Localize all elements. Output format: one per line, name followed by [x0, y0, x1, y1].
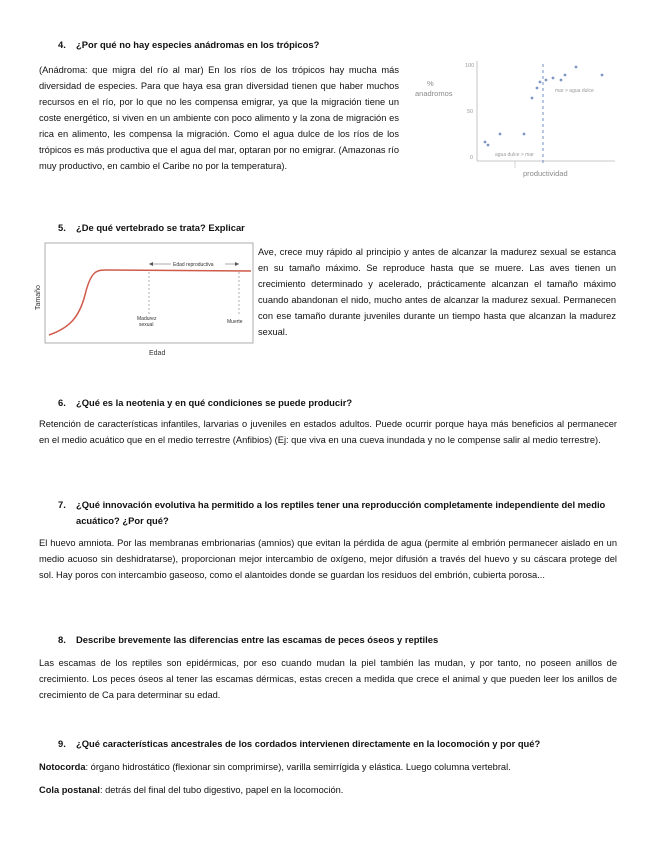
question-title: ¿Por qué no hay especies anádromas en los trópicos? — [76, 39, 320, 50]
question-8-heading — [58, 633, 618, 646]
data-point — [575, 66, 578, 69]
term-notocorda: Notocorda — [39, 762, 86, 772]
question-number: 7. — [58, 499, 66, 510]
question-5-heading — [58, 221, 618, 234]
question-9-heading — [58, 737, 618, 750]
question-4-answer: (Anádroma: que migra del río al mar) En los ríos de los trópicos hay mucha más diversidad de especies. Para que haya esa gran diversidad tienen que haber muchos recursos en el río, por lo que no les compensa emigrar, ya que la migración tiene un coste energético, si viven en un ambiente con poco alimento y la zona de migración es rica en alimento, les compensa la migración. Como el agua dulce de los ríos de los trópicos es más productiva que el agua del mar, optaran por no emigrar. (Amazonas río muy productivo, en cambio el Caribe no por la temperatura). — [39, 65, 399, 171]
data-point — [564, 74, 567, 77]
question-4-heading — [58, 38, 618, 51]
question-number: 9. — [58, 738, 66, 749]
data-point — [499, 133, 502, 136]
question-7-heading — [58, 497, 636, 529]
chart-tick-0: 0 — [470, 155, 474, 161]
chart-tick-100: 100 — [465, 63, 475, 69]
question-number: 5. — [58, 222, 66, 233]
chart-x-label: productividad — [523, 169, 568, 178]
question-number: 6. — [58, 397, 66, 408]
question-8-answer: Las escamas de los reptiles son epidérmicas, por eso cuando mudan la piel también las mudan, y por tanto, no poseen anillos de crecimiento. Los peces óseos al tener las escamas dérmicas, estas crecen a medida que crece el animal y que pueden leer los anillos de crecimiento de Ca para determinar su edad. — [39, 658, 617, 700]
postanal-tail-definition — [39, 782, 617, 798]
chart-label-fresh-gt-sea: agua dulce > mar — [495, 152, 534, 158]
death-label: Muerte — [227, 319, 243, 325]
question-title: ¿De qué vertebrado se trata? Explicar — [76, 222, 245, 233]
question-title: Describe brevemente las diferencias entre las escamas de peces óseos y reptiles — [76, 634, 439, 645]
chart-x-label: Edad — [149, 350, 166, 357]
question-title: ¿Qué características ancestrales de los cordados intervienen directamente en la locomoción y por qué? — [76, 738, 541, 749]
data-point — [523, 133, 526, 136]
question-7-answer: El huevo amniota. Por las membranas embrionarias (amnios) que evitan la pérdida de agua (permite al embrión permanecer aislado en un medio acuoso sin deshidratarse), proporcionan mejor intercambio de oxígeno, mejor difusión a través del huevo y su cáscara protege del sol. Hay poros con intercambio gaseoso, como el alantoides donde se guardan los residuos del embrión, cubierta porosa... — [39, 538, 617, 580]
chart-label-sea-gt-fresh: mar > agua dulce — [555, 88, 594, 94]
chart-tick-50: 50 — [467, 109, 474, 115]
data-point — [531, 97, 534, 100]
data-point — [560, 79, 563, 82]
data-point — [552, 77, 555, 80]
arrow-head-left — [149, 262, 153, 266]
bird-growth-chart — [33, 240, 255, 358]
chart-y-label: anadromos — [415, 89, 453, 98]
question-6-answer: Retención de características infantiles, larvarias o juveniles en estados adultos. Puede ocurrir porque haya más beneficios al permanecer en el medio acuático que en el medio terrestre (Anfibios) (Ej: que viva en una cueva inundada y no le compense salir al medio terrestre). — [39, 419, 617, 445]
chart-y-label-percent: % — [427, 79, 434, 88]
question-number: 8. — [58, 634, 66, 645]
question-number: 4. — [58, 39, 66, 50]
notochord-definition — [39, 759, 617, 775]
data-point — [487, 144, 490, 147]
question-title: ¿Qué es la neotenia y en qué condiciones se puede producir? — [76, 397, 353, 408]
question-6-heading — [58, 396, 618, 409]
definition-notocorda: : órgano hidrostático (flexionar sin comprimirse), varilla semirrígida y elástica. Luego columna vertebral. — [85, 762, 511, 772]
reproductive-age-label: Edad reproductiva — [173, 262, 214, 268]
question-5-answer: Ave, crece muy rápido al principio y antes de alcanzar la madurez sexual se estanca en su tamaño máximo. Se reproduce hasta que se muere. Las aves tienen un crecimiento determinado y acelerado, prácticamente alcanzan el tamaño máximo cuando abandonan el nido, mucho antes de alcanzar la madurez sexual. Permanecen con ese tamaño durante juveniles durante un tiempo hasta que alcanzan la madurez sexual. — [258, 247, 616, 337]
data-point — [484, 141, 487, 144]
maturity-label-1: Madurez — [137, 316, 157, 322]
data-point — [536, 87, 539, 90]
data-point — [601, 74, 604, 77]
question-title: ¿Qué innovación evolutiva ha permitido a los reptiles tener una reproducción completamente independiente del medio acuático? ¿Por qué? — [76, 499, 606, 526]
term-cola-postanal: Cola postanal — [39, 785, 100, 795]
chart-y-label: Tamaño — [35, 285, 42, 310]
anadromous-productivity-chart — [415, 58, 620, 183]
definition-cola-postanal: : detrás del final del tubo digestivo, papel en la locomoción. — [99, 785, 344, 795]
data-point — [545, 79, 548, 82]
data-point — [539, 81, 542, 84]
arrow-head-right — [235, 262, 239, 266]
maturity-label-2: sexual — [139, 322, 154, 328]
